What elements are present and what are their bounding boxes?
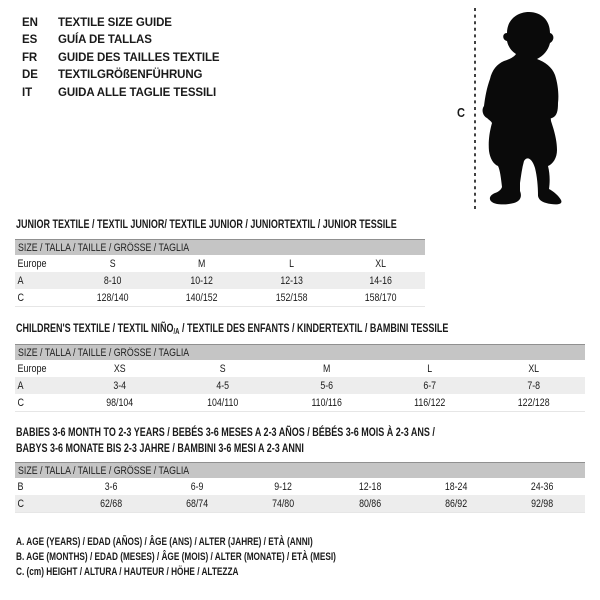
guide-title: GUIDA ALLE TAGLIE TESSILI	[58, 86, 217, 99]
months-cell: 9-12	[274, 480, 293, 493]
children-title-text	[16, 321, 448, 336]
language-code: FR	[22, 51, 38, 64]
height-cell: 74/80	[272, 497, 295, 510]
children-title-sub: /A	[173, 327, 180, 336]
size-cell: M	[198, 257, 206, 270]
height-cell: 158/170	[364, 291, 397, 304]
language-row	[22, 85, 220, 102]
height-measure-label: C	[457, 105, 465, 120]
footnote-line	[16, 550, 443, 565]
guide-title: GUÍA DE TALLAS	[58, 34, 152, 47]
size-cell: M	[322, 362, 331, 375]
height-cell: 62/68	[100, 497, 123, 510]
age-cell: 10-12	[190, 274, 214, 287]
table-row-age	[15, 272, 425, 289]
size-header-text: SIZE / TALLA / TAILLE / GRÖSSE / TAGLIA	[18, 346, 190, 359]
height-cell: 92/98	[530, 497, 553, 510]
age-cell: 8-10	[103, 274, 122, 287]
size-cell: XL	[374, 257, 386, 270]
language-title-list	[22, 15, 220, 102]
row-label: C	[17, 291, 24, 304]
height-figure	[440, 0, 600, 215]
months-cell: 18-24	[444, 480, 468, 493]
height-cell: 140/152	[185, 291, 218, 304]
baby-silhouette-icon	[483, 12, 562, 204]
footnote-c: C. (cm) HEIGHT / ALTURA / HAUTEUR / HÖHE / ALTEZZA	[16, 566, 239, 579]
table-row-height	[15, 289, 425, 306]
height-cell: 122/128	[517, 396, 550, 409]
age-cell: 7-8	[526, 379, 540, 392]
table-row-months	[15, 478, 585, 495]
junior-title-text: JUNIOR TEXTILE / TEXTIL JUNIOR/ TEXTILE JUNIOR / JUNIORTEXTIL / JUNIOR TESSILE	[16, 217, 397, 231]
language-row	[22, 50, 220, 67]
row-label: B	[17, 480, 24, 493]
row-label: A	[17, 274, 24, 287]
junior-size-table	[15, 239, 425, 307]
table-row-height	[15, 495, 585, 512]
age-cell: 6-7	[423, 379, 437, 392]
height-cell: 98/104	[106, 396, 134, 409]
language-row	[22, 15, 220, 32]
babies-title-line2: BABYS 3-6 MONATE BIS 2-3 JAHRE / BAMBINI 3-6 MESI A 2-3 ANNI	[16, 440, 304, 455]
row-label: C	[17, 396, 24, 409]
junior-section-title	[16, 217, 524, 231]
age-cell: 3-4	[113, 379, 127, 392]
height-cell: 104/110	[207, 396, 239, 409]
months-cell: 12-18	[358, 480, 381, 493]
language-row	[22, 32, 220, 49]
size-header-bar	[15, 462, 585, 478]
row-label: A	[17, 379, 24, 392]
size-cell: XL	[527, 362, 539, 375]
age-cell: 12-13	[279, 274, 303, 287]
legend-footnotes	[16, 535, 443, 581]
children-size-table	[15, 344, 585, 412]
height-cell: 110/116	[311, 396, 342, 409]
row-label: C	[17, 497, 24, 510]
footnote-line	[16, 565, 443, 580]
months-cell: 3-6	[104, 480, 118, 493]
months-cell: 24-36	[530, 480, 554, 493]
table-row-height	[15, 394, 585, 411]
height-cell: 68/74	[186, 497, 209, 510]
babies-size-table	[15, 462, 585, 513]
height-cell: 128/140	[96, 291, 129, 304]
height-cell: 86/92	[444, 497, 467, 510]
guide-title: TEXTILE SIZE GUIDE	[58, 17, 172, 29]
children-section-title	[16, 321, 592, 336]
size-cell: S	[220, 362, 227, 375]
guide-title: GUIDE DES TAILLES TEXTILE	[58, 51, 220, 64]
table-row-europe	[15, 255, 425, 272]
row-label: Europe	[17, 257, 47, 270]
size-cell: L	[288, 257, 294, 270]
size-header-text: SIZE / TALLA / TAILLE / GRÖSSE / TAGLIA	[18, 464, 190, 477]
language-code: DE	[22, 69, 38, 82]
height-cell: 116/122	[414, 396, 446, 409]
height-cell: 152/158	[275, 291, 308, 304]
language-code: EN	[22, 17, 38, 29]
language-code: ES	[22, 34, 38, 47]
footnote-a: A. AGE (YEARS) / EDAD (AÑOS) / ÂGE (ANS) / ALTER (JAHRE) / ETÀ (ANNI)	[16, 536, 313, 548]
guide-title: TEXTILGRÖßENFÜHRUNG	[58, 69, 203, 82]
babies-title-line1: BABIES 3-6 MONTH TO 2-3 YEARS / BEBÉS 3-6 MESES A 2-3 AÑOS / BÉBÉS 3-6 MOIS À 2-3 ANS /	[16, 425, 435, 439]
footnote-b: B. AGE (MONTHS) / EDAD (MESES) / ÂGE (MOIS) / ALTER (MONATE) / ETÀ (MESI)	[16, 551, 336, 564]
children-title-pre: CHILDREN'S TEXTILE / TEXTIL NIÑO	[16, 321, 174, 335]
size-cell: XS	[113, 362, 126, 375]
row-label: Europe	[17, 362, 47, 375]
age-cell: 14-16	[369, 274, 392, 287]
height-cell: 80/86	[358, 497, 381, 510]
months-cell: 6-9	[190, 480, 204, 493]
babies-section-title	[16, 425, 575, 456]
language-code: IT	[22, 86, 33, 99]
size-header-text: SIZE / TALLA / TAILLE / GRÖSSE / TAGLIA	[18, 241, 190, 254]
table-row-europe	[15, 360, 585, 377]
size-header-bar	[15, 239, 425, 255]
age-cell: 4-5	[216, 379, 230, 392]
age-cell: 5-6	[320, 379, 333, 392]
size-cell: S	[109, 257, 116, 270]
children-title-post: / TEXTILE DES ENFANTS / KINDERTEXTIL / BAMBINI TESSILE	[179, 321, 449, 335]
table-row-age	[15, 377, 585, 394]
language-row	[22, 67, 220, 84]
size-cell: L	[427, 362, 433, 375]
size-header-bar	[15, 344, 585, 360]
footnote-line	[16, 535, 443, 550]
